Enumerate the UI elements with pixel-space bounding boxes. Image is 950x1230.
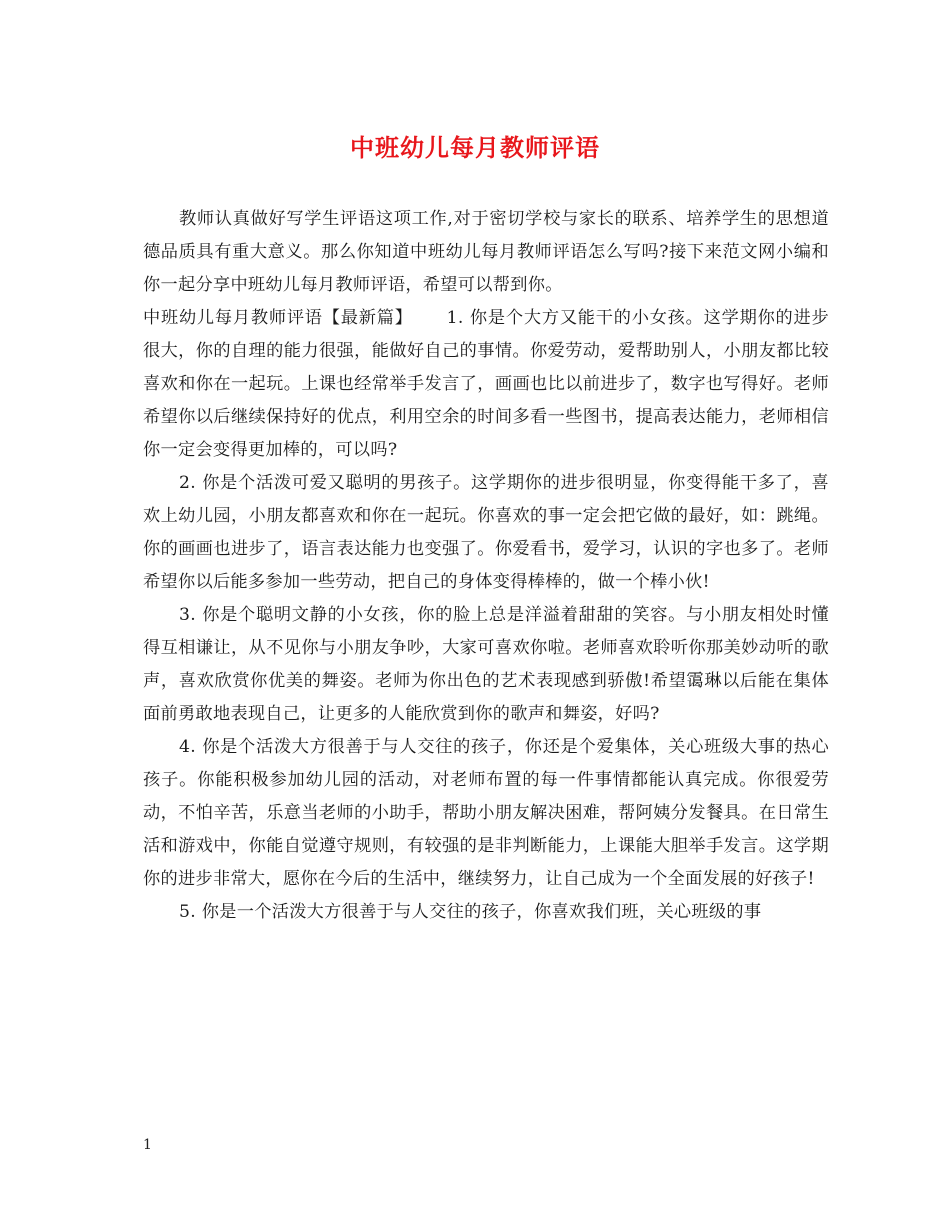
document-body xyxy=(143,203,829,929)
subheading: 中班幼儿每月教师评语【最新篇】 xyxy=(143,308,413,328)
comment-5: 5. 你是一个活泼大方很善于与人交往的孩子，你喜欢我们班，关心班级的事 xyxy=(179,902,762,922)
document-title: 中班幼儿每月教师评语 xyxy=(350,133,600,162)
page-number: 1 xyxy=(143,1137,152,1153)
comment-2: 2. 你是个活泼可爱又聪明的男孩子。这学期你的进步很明显，你变得能干多了，喜欢上幼儿园，小朋友都喜欢和你在一起玩。你喜欢的事一定会把它做的最好，如：跳绳。你的画画也进步了，语言表达能力也变强了。你爱看书，爱学习，认识的字也多了。老师希望你以后能多参加一些劳动，把自己的身体变得棒棒的，做一个棒小伙! xyxy=(143,473,829,592)
comment-3: 3. 你是个聪明文静的小女孩，你的脸上总是洋溢着甜甜的笑容。与小朋友相处时懂得互相谦让，从不见你与小朋友争吵，大家可喜欢你啦。老师喜欢聆听你那美妙动听的歌声，喜欢欣赏你优美的舞姿。老师为你出色的艺术表现感到骄傲!希望霭琳以后能在集体面前勇敢地表现自己，让更多的人能欣赏到你的歌声和舞姿，好吗? xyxy=(143,605,829,724)
comment-1: 1. 你是个大方又能干的小女孩。这学期你的进步很大，你的自理的能力很强，能做好自己的事情。你爱劳动，爱帮助别人，小朋友都比较喜欢和你在一起玩。上课也经常举手发言了，画画也比以前进步了，数字也写得好。老师希望你以后继续保持好的优点，利用空余的时间多看一些图书，提高表达能力，老师相信你一定会变得更加棒的，可以吗? xyxy=(143,308,829,460)
subheading-paragraph xyxy=(143,302,829,467)
comment-4: 4. 你是个活泼大方很善于与人交往的孩子，你还是个爱集体，关心班级大事的热心孩子。你能积极参加幼儿园的活动，对老师布置的每一件事情都能认真完成。你很爱劳动，不怕辛苦，乐意当老师的小助手，帮助小朋友解决困难，帮阿姨分发餐具。在日常生活和游戏中，你能自觉遵守规则，有较强的是非判断能力，上课能大胆举手发言。这学期你的进步非常大，愿你在今后的生活中，继续努力，让自己成为一个全面发展的好孩子! xyxy=(143,737,829,889)
intro-paragraph: 教师认真做好写学生评语这项工作,对于密切学校与家长的联系、培养学生的思想道德品质具有重大意义。那么你知道中班幼儿每月教师评语怎么写吗?接下来范文网小编和你一起分享中班幼儿每月教师评语，希望可以帮到你。 xyxy=(143,209,829,295)
